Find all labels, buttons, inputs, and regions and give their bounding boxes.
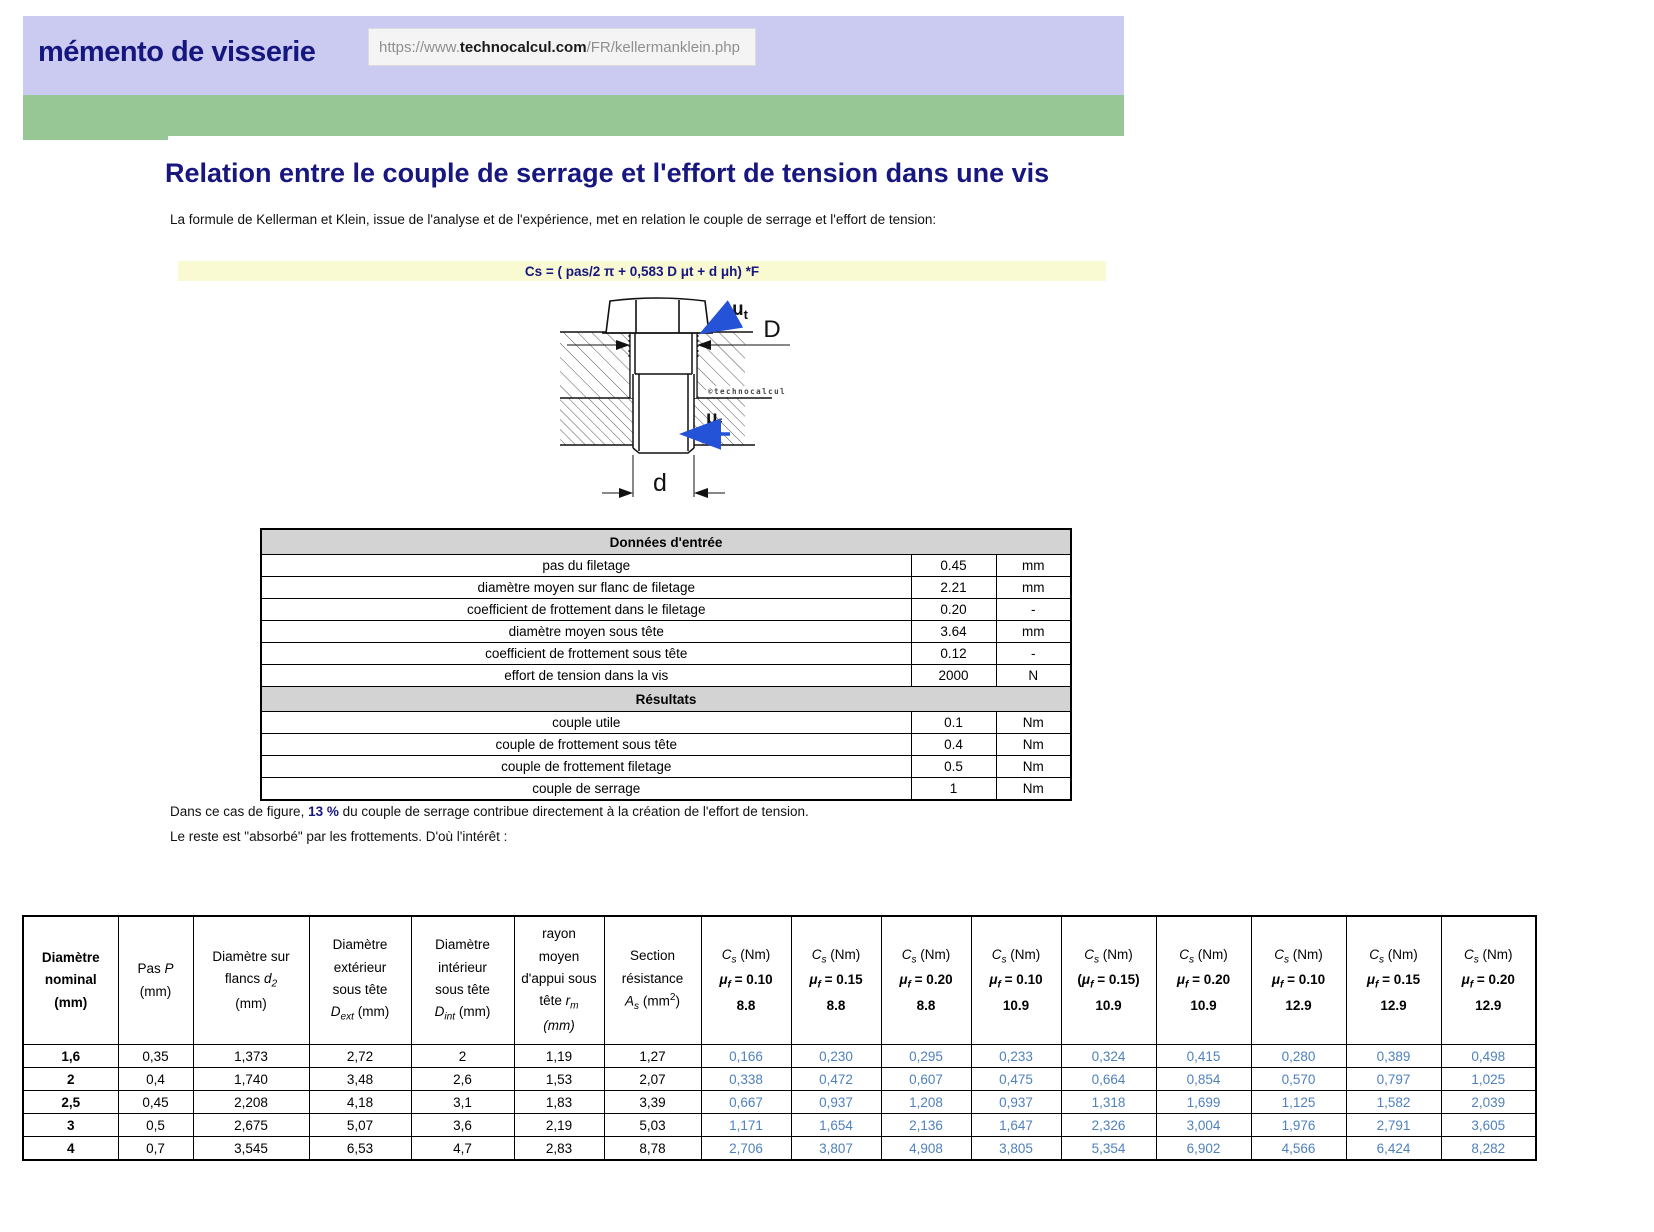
- torque-cell: 4,908: [881, 1137, 971, 1161]
- screw-row: [23, 1068, 1536, 1091]
- cs-column-header: $C_s$ (Nm) $\mu_f = 0.20$ 12.9: [1441, 916, 1536, 1045]
- cs-column-header: $C_s$ (Nm) $\mu_f = 0.10$ 12.9: [1251, 916, 1346, 1045]
- param-unit: mm: [996, 621, 1071, 643]
- dimension-cell: 3,39: [604, 1091, 701, 1114]
- cs-column-header: $C_s$ (Nm) $\mu_f = 0.15$ 8.8: [791, 916, 881, 1045]
- input-row: [261, 665, 1071, 687]
- torque-cell: 5,354: [1061, 1137, 1156, 1161]
- torque-cell: 0,166: [701, 1045, 791, 1068]
- dimension-cell: 2,72: [309, 1045, 411, 1068]
- dimension-cell: 6,53: [309, 1137, 411, 1161]
- bolt-head: [602, 298, 713, 333]
- param-value: 0.20: [911, 599, 996, 621]
- note-post: du couple de serrage contribue directement à la création de l'effort de tension.: [338, 804, 809, 819]
- note-pre: Dans ce cas de figure,: [170, 804, 309, 819]
- cs-column-header: $C_s$ (Nm) $\mu_f = 0.10$ 8.8: [701, 916, 791, 1045]
- dimension-cell: 2,6: [411, 1068, 514, 1091]
- dimension-cell: 8,78: [604, 1137, 701, 1161]
- mu-t-label: $\mu_t$: [732, 299, 748, 322]
- diameter-cell: 4: [23, 1137, 118, 1161]
- param-unit: N: [996, 665, 1071, 687]
- torque-cell: 3,807: [791, 1137, 881, 1161]
- input-row: [261, 555, 1071, 577]
- input-row: [261, 734, 1071, 756]
- note-highlight: 13 %: [308, 804, 339, 819]
- torque-cell: 0,472: [791, 1068, 881, 1091]
- torque-cell: 0,854: [1156, 1068, 1251, 1091]
- dimension-cell: 1,83: [514, 1091, 604, 1114]
- column-header: rayon moyen d'appui sous tête $r_m$ (mm): [514, 916, 604, 1045]
- input-row: [261, 621, 1071, 643]
- screw-table: [22, 915, 1537, 1161]
- dimension-cell: 2,19: [514, 1114, 604, 1137]
- torque-cell: 1,025: [1441, 1068, 1536, 1091]
- bolt-diagram: [540, 281, 790, 501]
- torque-cell: 1,699: [1156, 1091, 1251, 1114]
- torque-cell: 1,582: [1346, 1091, 1441, 1114]
- param-label: couple utile: [261, 712, 911, 734]
- cs-column-header: $C_s$ (Nm) $\mu_f = 0.15$ 12.9: [1346, 916, 1441, 1045]
- dimension-cell: 1,373: [193, 1045, 309, 1068]
- torque-cell: 0,937: [971, 1091, 1061, 1114]
- dimension-cell: 2,83: [514, 1137, 604, 1161]
- torque-cell: 1,647: [971, 1114, 1061, 1137]
- dimension-cell: 3,1: [411, 1091, 514, 1114]
- screw-row: [23, 1091, 1536, 1114]
- dim-D-label: D: [763, 316, 781, 343]
- param-label: couple de serrage: [261, 778, 911, 801]
- param-value: 0.1: [911, 712, 996, 734]
- section-title: Résultats: [261, 687, 1071, 712]
- torque-cell: 0,570: [1251, 1068, 1346, 1091]
- torque-cell: 0,475: [971, 1068, 1061, 1091]
- torque-cell: 1,208: [881, 1091, 971, 1114]
- dim-d-label: d: [653, 469, 667, 497]
- column-header: Pas P (mm): [118, 916, 193, 1045]
- input-table: [260, 528, 1072, 801]
- url-prefix: https://www.: [379, 38, 460, 56]
- torque-cell: 1,654: [791, 1114, 881, 1137]
- torque-cell: 0,498: [1441, 1045, 1536, 1068]
- torque-cell: 0,415: [1156, 1045, 1251, 1068]
- param-label: diamètre moyen sous tête: [261, 621, 911, 643]
- column-header: Diamètre nominal (mm): [23, 916, 118, 1045]
- formula-text: Cs = ( pas/2 π + 0,583 D μt + d μh) *F: [524, 263, 760, 279]
- diameter-cell: 3: [23, 1114, 118, 1137]
- column-header: Diamètre sur flancs $d_2$ (mm): [193, 916, 309, 1045]
- dimension-cell: 3,545: [193, 1137, 309, 1161]
- param-value: 3.64: [911, 621, 996, 643]
- torque-cell: 0,607: [881, 1068, 971, 1091]
- input-row: [261, 577, 1071, 599]
- dimension-cell: 2: [411, 1045, 514, 1068]
- param-value: 1: [911, 778, 996, 801]
- dimension-cell: 1,27: [604, 1045, 701, 1068]
- column-header: Section résistance $A_s$ $(mm^2)$: [604, 916, 701, 1045]
- torque-cell: 3,004: [1156, 1114, 1251, 1137]
- param-label: diamètre moyen sur flanc de filetage: [261, 577, 911, 599]
- column-header: Diamètre intérieur sous tête $D_{int}$ (mm): [411, 916, 514, 1045]
- torque-cell: 0,389: [1346, 1045, 1441, 1068]
- param-unit: Nm: [996, 778, 1071, 801]
- param-label: effort de tension dans la vis: [261, 665, 911, 687]
- column-header: Diamètre extérieur sous tête $D_{ext}$ (mm): [309, 916, 411, 1045]
- url-bar[interactable]: [368, 28, 756, 66]
- dimension-cell: 0,5: [118, 1114, 193, 1137]
- dimension-cell: 5,07: [309, 1114, 411, 1137]
- param-unit: -: [996, 599, 1071, 621]
- dimension-cell: 2,07: [604, 1068, 701, 1091]
- param-label: couple de frottement filetage: [261, 756, 911, 778]
- mu-t-arrow: [705, 317, 730, 331]
- green-band-tab: [23, 136, 168, 140]
- param-unit: Nm: [996, 756, 1071, 778]
- dimension-cell: 2,675: [193, 1114, 309, 1137]
- input-row: [261, 599, 1071, 621]
- torque-cell: 1,171: [701, 1114, 791, 1137]
- diameter-cell: 1,6: [23, 1045, 118, 1068]
- torque-cell: 0,230: [791, 1045, 881, 1068]
- torque-cell: 2,706: [701, 1137, 791, 1161]
- intro-text: La formule de Kellerman et Klein, issue de l'analyse et de l'expérience, met en relation le couple de serrage et l'effort de tension:: [170, 212, 937, 227]
- cs-column-header: $C_s$ (Nm) $(\mu_f = 0.15)$ 10.9: [1061, 916, 1156, 1045]
- formula-bar: [178, 261, 1106, 281]
- torque-cell: 2,039: [1441, 1091, 1536, 1114]
- torque-cell: 0,797: [1346, 1068, 1441, 1091]
- screw-row: [23, 1114, 1536, 1137]
- param-label: couple de frottement sous tête: [261, 734, 911, 756]
- torque-cell: 4,566: [1251, 1137, 1346, 1161]
- dimension-cell: 3,6: [411, 1114, 514, 1137]
- input-row: [261, 712, 1071, 734]
- cs-column-header: $C_s$ (Nm) $\mu_f = 0.20$ 8.8: [881, 916, 971, 1045]
- note-line1: [170, 804, 809, 819]
- dimension-cell: 1,53: [514, 1068, 604, 1091]
- torque-cell: 2,791: [1346, 1114, 1441, 1137]
- dimension-cell: 1,740: [193, 1068, 309, 1091]
- torque-cell: 1,125: [1251, 1091, 1346, 1114]
- dimension-cell: 0,7: [118, 1137, 193, 1161]
- note-line2: Le reste est "absorbé" par les frottements. D'où l'intérêt :: [170, 829, 508, 844]
- param-unit: mm: [996, 577, 1071, 599]
- site-title: mémento de visserie: [38, 36, 316, 68]
- torque-cell: 3,805: [971, 1137, 1061, 1161]
- param-value: 2.21: [911, 577, 996, 599]
- url-domain: technocalcul.com: [459, 38, 587, 56]
- top-banner: [23, 16, 1124, 95]
- torque-cell: 8,282: [1441, 1137, 1536, 1161]
- param-unit: Nm: [996, 712, 1071, 734]
- dimension-cell: 4,7: [411, 1137, 514, 1161]
- param-value: 0.5: [911, 756, 996, 778]
- torque-cell: 6,902: [1156, 1137, 1251, 1161]
- torque-cell: 0,338: [701, 1068, 791, 1091]
- input-row: [261, 643, 1071, 665]
- diameter-cell: 2,5: [23, 1091, 118, 1114]
- page-title: Relation entre le couple de serrage et l'effort de tension dans une vis: [165, 158, 1050, 188]
- mu-f-label: $\mu_f$: [706, 408, 722, 431]
- torque-cell: 0,280: [1251, 1045, 1346, 1068]
- torque-cell: 3,605: [1441, 1114, 1536, 1137]
- dimension-cell: 2,208: [193, 1091, 309, 1114]
- dimension-cell: 4,18: [309, 1091, 411, 1114]
- dimension-cell: 0,4: [118, 1068, 193, 1091]
- screw-table-header-row: [23, 916, 1536, 1045]
- param-value: 0.4: [911, 734, 996, 756]
- param-label: coefficient de frottement dans le filetage: [261, 599, 911, 621]
- input-row: [261, 778, 1071, 801]
- dimension-cell: 3,48: [309, 1068, 411, 1091]
- watermark: ©technocalcul: [708, 387, 787, 396]
- dimension-cell: 5,03: [604, 1114, 701, 1137]
- param-label: coefficient de frottement sous tête: [261, 643, 911, 665]
- input-row: [261, 756, 1071, 778]
- dimension-cell: 1,19: [514, 1045, 604, 1068]
- screw-table-body: [23, 1045, 1536, 1161]
- input-table-body: [261, 529, 1071, 800]
- torque-cell: 0,233: [971, 1045, 1061, 1068]
- param-value: 0.45: [911, 555, 996, 577]
- param-unit: -: [996, 643, 1071, 665]
- torque-cell: 0,295: [881, 1045, 971, 1068]
- torque-cell: 2,326: [1061, 1114, 1156, 1137]
- torque-cell: 1,976: [1251, 1114, 1346, 1137]
- torque-cell: 0,664: [1061, 1068, 1156, 1091]
- dimension-cell: 0,45: [118, 1091, 193, 1114]
- param-value: 2000: [911, 665, 996, 687]
- torque-cell: 1,318: [1061, 1091, 1156, 1114]
- torque-cell: 0,324: [1061, 1045, 1156, 1068]
- torque-cell: 6,424: [1346, 1137, 1441, 1161]
- torque-cell: 0,667: [701, 1091, 791, 1114]
- section-title: Données d'entrée: [261, 529, 1071, 555]
- param-value: 0.12: [911, 643, 996, 665]
- screw-row: [23, 1045, 1536, 1068]
- green-band: [23, 95, 1124, 136]
- dimension-cell: 0,35: [118, 1045, 193, 1068]
- cs-column-header: $C_s$ (Nm) $\mu_f = 0.10$ 10.9: [971, 916, 1061, 1045]
- param-label: pas du filetage: [261, 555, 911, 577]
- param-unit: Nm: [996, 734, 1071, 756]
- torque-cell: 2,136: [881, 1114, 971, 1137]
- url-path: /FR/kellermanklein.php: [586, 38, 740, 56]
- screw-row: [23, 1137, 1536, 1161]
- torque-cell: 0,937: [791, 1091, 881, 1114]
- diameter-cell: 2: [23, 1068, 118, 1091]
- param-unit: mm: [996, 555, 1071, 577]
- cs-column-header: $C_s$ (Nm) $\mu_f = 0.20$ 10.9: [1156, 916, 1251, 1045]
